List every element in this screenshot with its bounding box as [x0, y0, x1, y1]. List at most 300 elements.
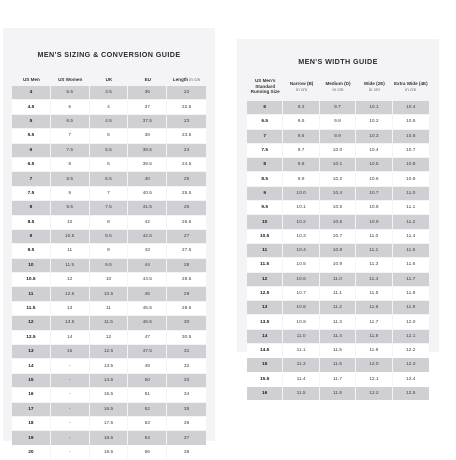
table-cell: 10.9 [283, 315, 319, 328]
col-header-narrow: Narrow (B) in cm [289, 81, 314, 92]
table-cell: 44.5 [128, 273, 167, 286]
table-cell: 11.4 [393, 230, 429, 243]
col-header-standard-size: US Men's Standard Running Size [250, 78, 280, 95]
table-cell: - [51, 374, 90, 387]
table-cell: 10 [51, 216, 90, 229]
table-cell: 12.1 [393, 330, 429, 343]
table-row [12, 115, 206, 128]
table-cell: 6 [12, 144, 51, 157]
table-cell: 11.6 [393, 258, 429, 271]
table-row [247, 273, 429, 286]
table-cell: 40 [128, 172, 167, 185]
table-cell: 38.5 [128, 144, 167, 157]
table-row [247, 330, 429, 343]
table-cell: 3.5 [90, 86, 129, 99]
table-cell: 16.5 [90, 403, 129, 416]
table-cell: 5.5 [51, 86, 90, 99]
table-cell: 12.5 [90, 345, 129, 358]
table-cell: 11 [247, 244, 283, 257]
table-cell: 28 [167, 259, 206, 272]
table-cell: 7.5 [12, 187, 51, 200]
table-cell: 10.1 [356, 101, 392, 114]
table-cell: 37 [167, 431, 206, 444]
table-cell: 52 [128, 403, 167, 416]
table-cell: 9.3 [283, 101, 319, 114]
table-cell: 37 [128, 100, 167, 113]
table-cell: 11.0 [356, 230, 392, 243]
table-cell: 11.5 [393, 244, 429, 257]
table-cell: 7 [12, 172, 51, 185]
table-cell: 8.5 [51, 172, 90, 185]
width-guide-card [237, 39, 439, 397]
table-row [12, 230, 206, 243]
table-cell: 8.5 [90, 230, 129, 243]
table-cell: 10.8 [356, 201, 392, 214]
table-cell: 10.5 [393, 115, 429, 128]
table-row [12, 388, 206, 401]
table-row [12, 273, 206, 286]
table-cell: 12.5 [393, 387, 429, 400]
table-row [12, 244, 206, 257]
col-header-eu: EU [144, 76, 151, 82]
table-row [12, 403, 206, 416]
table-cell: 29 [167, 287, 206, 300]
table-cell: 10.5 [320, 201, 356, 214]
table-cell: 11.9 [356, 344, 392, 357]
table-cell: 11.5 [90, 316, 129, 329]
table-row [12, 316, 206, 329]
table-cell: 9 [12, 230, 51, 243]
table-cell: 10.4 [393, 101, 429, 114]
table-cell: 11.7 [393, 273, 429, 286]
table-cell: 44 [128, 259, 167, 272]
table-cell: 10.0 [320, 144, 356, 157]
table-cell: 7.5 [247, 144, 283, 157]
table-row [247, 344, 429, 357]
table-cell: 9.5 [283, 115, 319, 128]
table-cell: 10.1 [320, 158, 356, 171]
table-cell: 19.5 [90, 446, 129, 459]
table-cell: 38 [167, 446, 206, 459]
table-cell: 25.5 [167, 187, 206, 200]
table-cell: 28.5 [167, 273, 206, 286]
table-cell: 11.9 [393, 301, 429, 314]
table-cell: 56 [128, 446, 167, 459]
table-cell: 12 [51, 273, 90, 286]
col-header-us-women: US Women [58, 76, 83, 82]
table-cell: 12.4 [393, 373, 429, 386]
table-row [247, 115, 429, 128]
table-cell: 11.2 [393, 215, 429, 228]
table-cell: 15.5 [247, 373, 283, 386]
table-cell: 11.6 [356, 301, 392, 314]
table-cell: - [51, 431, 90, 444]
table-cell: 11.3 [356, 258, 392, 271]
table-row [12, 201, 206, 214]
table-cell: 10.4 [356, 144, 392, 157]
table-cell: 17 [12, 403, 51, 416]
table-row [247, 358, 429, 371]
table-row [247, 172, 429, 185]
table-cell: 14 [12, 359, 51, 372]
table-cell: 4.5 [12, 100, 51, 113]
table-cell: 26 [167, 201, 206, 214]
table-cell: 13 [51, 302, 90, 315]
table-cell: 41.5 [128, 201, 167, 214]
table-row [12, 216, 206, 229]
table-cell: 42 [128, 216, 167, 229]
table-cell: 24.5 [167, 158, 206, 171]
table-cell: 27.5 [167, 244, 206, 257]
table-row [247, 244, 429, 257]
table-cell: 11.5 [247, 258, 283, 271]
table-cell: 11 [90, 302, 129, 315]
table-cell: 10.9 [393, 172, 429, 185]
table-row [12, 417, 206, 430]
table-cell: 11.4 [283, 373, 319, 386]
table-cell: 47 [128, 331, 167, 344]
table-cell: 11.2 [320, 301, 356, 314]
table-cell: 11.1 [356, 244, 392, 257]
table-cell: 11.5 [356, 287, 392, 300]
table-cell: 43 [128, 244, 167, 257]
table-cell: 10.9 [356, 215, 392, 228]
table-cell: 11.6 [320, 358, 356, 371]
table-cell: 54 [128, 431, 167, 444]
table-cell: 11.5 [51, 259, 90, 272]
table-cell: 13 [247, 301, 283, 314]
table-cell: 11.1 [393, 201, 429, 214]
table-cell: 42.5 [128, 230, 167, 243]
table-cell: 30.5 [167, 331, 206, 344]
table-cell: 23.5 [167, 129, 206, 142]
table-cell: 7.5 [90, 201, 129, 214]
table-cell: 9.5 [12, 244, 51, 257]
table-row [247, 187, 429, 200]
table-cell: 6.5 [247, 115, 283, 128]
table-cell: 14.5 [247, 344, 283, 357]
table-cell: 11.5 [320, 344, 356, 357]
table-cell: 9 [51, 187, 90, 200]
table-cell: 38 [128, 129, 167, 142]
table-cell: 14 [51, 331, 90, 344]
table-cell: - [51, 446, 90, 459]
table-cell: 12.3 [393, 358, 429, 371]
table-cell: 37.5 [128, 115, 167, 128]
table-cell: 17.5 [90, 417, 129, 430]
table-cell: 30 [167, 316, 206, 329]
table-cell: 10 [12, 259, 51, 272]
table-cell: 36 [128, 86, 167, 99]
table-cell: 11.0 [393, 187, 429, 200]
table-cell: 20 [12, 446, 51, 459]
table-cell: 10.5 [283, 258, 319, 271]
table-cell: 6 [51, 100, 90, 113]
table-cell: 32 [167, 359, 206, 372]
width-table [247, 72, 429, 401]
table-row [12, 129, 206, 142]
table-row [12, 144, 206, 157]
table-cell: 13.5 [90, 359, 129, 372]
table-cell: 50 [128, 374, 167, 387]
table-cell: 10 [247, 215, 283, 228]
table-row [12, 359, 206, 372]
table-cell: 10.7 [320, 230, 356, 243]
table-cell: 34 [167, 388, 206, 401]
table-row [247, 373, 429, 386]
table-cell: 14.5 [90, 374, 129, 387]
table-cell: 18.5 [90, 431, 129, 444]
table-cell: 53 [128, 417, 167, 430]
table-cell: 10.6 [393, 130, 429, 143]
table-cell: 15 [51, 345, 90, 358]
table-cell: 10.4 [320, 187, 356, 200]
table-cell: 13.5 [51, 316, 90, 329]
table-row [12, 187, 206, 200]
table-cell: 11.0 [320, 273, 356, 286]
width-guide-title: MEN'S WIDTH GUIDE [298, 57, 378, 66]
table-cell: 11.7 [320, 373, 356, 386]
col-header-uk: UK [105, 76, 113, 82]
table-cell: 11.3 [320, 315, 356, 328]
table-cell: 4 [90, 100, 129, 113]
table-cell: 6.5 [12, 158, 51, 171]
width-header-row [247, 73, 429, 100]
table-cell: 9.5 [247, 201, 283, 214]
table-row [12, 446, 206, 459]
table-cell: 9 [247, 187, 283, 200]
table-cell: 9.5 [51, 201, 90, 214]
table-cell: 46.5 [128, 316, 167, 329]
table-cell: 11.0 [283, 330, 319, 343]
table-cell: 9.5 [90, 259, 129, 272]
table-cell: 5 [12, 115, 51, 128]
table-cell: 12.2 [356, 387, 392, 400]
table-cell: 9.9 [320, 130, 356, 143]
table-row [247, 144, 429, 157]
table-row [12, 86, 206, 99]
table-cell: 27 [167, 230, 206, 243]
table-cell: 47.5 [128, 345, 167, 358]
table-row [247, 230, 429, 243]
table-row [12, 431, 206, 444]
table-cell: 51 [128, 388, 167, 401]
table-cell: 6.5 [90, 172, 129, 185]
table-cell: 10.3 [356, 130, 392, 143]
table-row [247, 287, 429, 300]
table-cell: 11.3 [283, 358, 319, 371]
col-header-medium: Medium (D) in cm [325, 81, 351, 92]
table-cell: 12.0 [393, 315, 429, 328]
table-cell: 11.5 [283, 387, 319, 400]
table-row [12, 100, 206, 113]
table-cell: 11 [12, 287, 51, 300]
table-cell: 8 [51, 158, 90, 171]
table-cell: 10.5 [247, 230, 283, 243]
table-row [247, 158, 429, 171]
table-cell: 12.0 [356, 358, 392, 371]
table-cell: 22 [167, 86, 206, 99]
table-cell: 7 [51, 129, 90, 142]
table-row [247, 301, 429, 314]
table-cell: 11.1 [320, 287, 356, 300]
col-header-wide: Wide (2E) in cm [363, 81, 385, 92]
table-cell: 11.5 [12, 302, 51, 315]
sizing-guide-title: MEN'S SIZING & CONVERSION GUIDE [37, 50, 181, 59]
col-header-extra-wide: Extra Wide (4E) in cm [393, 81, 428, 92]
table-cell: 10 [90, 273, 129, 286]
table-cell: 8 [12, 201, 51, 214]
table-cell: 35 [167, 403, 206, 416]
table-cell: 11.4 [320, 330, 356, 343]
table-cell: 22.5 [167, 100, 206, 113]
table-cell: 10.6 [356, 172, 392, 185]
table-cell: 10.2 [283, 215, 319, 228]
table-cell: 36 [167, 417, 206, 430]
table-cell: 7 [90, 187, 129, 200]
table-cell: 10.3 [283, 230, 319, 243]
table-row [12, 158, 206, 171]
table-row [12, 331, 206, 344]
table-cell: 10.8 [393, 158, 429, 171]
table-cell: 10.4 [283, 244, 319, 257]
table-cell: 9.7 [283, 144, 319, 157]
table-cell: 10.9 [320, 258, 356, 271]
table-cell: 33 [167, 374, 206, 387]
table-cell: 6.5 [51, 115, 90, 128]
sizing-conversion-guide-card [3, 28, 215, 455]
table-cell: 45.5 [128, 302, 167, 315]
table-row [12, 345, 206, 358]
table-cell: 10.7 [393, 144, 429, 157]
table-cell: 8 [247, 158, 283, 171]
table-row [247, 387, 429, 400]
sizing-table [12, 73, 206, 460]
table-cell: 7.5 [51, 144, 90, 157]
table-cell: 9 [90, 244, 129, 257]
table-cell: 25 [167, 172, 206, 185]
table-cell: 49 [128, 359, 167, 372]
table-cell: 11.8 [356, 330, 392, 343]
table-cell: - [51, 359, 90, 372]
table-cell: 10.5 [12, 273, 51, 286]
col-header-length: Length in cm [172, 76, 201, 82]
table-cell: 10.6 [320, 215, 356, 228]
table-row [12, 259, 206, 272]
table-cell: 5.5 [90, 144, 129, 157]
table-cell: 12 [90, 331, 129, 344]
table-row [12, 374, 206, 387]
table-cell: 11.8 [320, 387, 356, 400]
table-cell: 13.5 [247, 315, 283, 328]
table-cell: 10.6 [283, 273, 319, 286]
table-cell: 19 [12, 431, 51, 444]
table-cell: 12.5 [12, 331, 51, 344]
table-cell: 6 [247, 101, 283, 114]
table-cell: 10.5 [90, 287, 129, 300]
table-row [247, 130, 429, 143]
table-cell: 11.7 [356, 315, 392, 328]
table-row [247, 201, 429, 214]
table-cell: 5 [90, 129, 129, 142]
table-cell: 10.8 [283, 301, 319, 314]
table-row [12, 287, 206, 300]
table-cell: 31 [167, 345, 206, 358]
table-cell: 4.5 [90, 115, 129, 128]
table-cell: 11.4 [356, 273, 392, 286]
table-cell: 11.1 [283, 344, 319, 357]
table-cell: - [51, 388, 90, 401]
table-row [247, 101, 429, 114]
table-cell: 10.2 [320, 172, 356, 185]
table-cell: 45 [128, 287, 167, 300]
table-cell: 14 [247, 330, 283, 343]
table-cell: 23 [167, 115, 206, 128]
table-cell: 8.5 [12, 216, 51, 229]
table-cell: 15.5 [90, 388, 129, 401]
table-cell: 12.5 [247, 287, 283, 300]
table-cell: 10.2 [356, 115, 392, 128]
table-cell: 12 [12, 316, 51, 329]
table-cell: 16 [12, 388, 51, 401]
table-cell: 9.6 [283, 130, 319, 143]
table-cell: 10.1 [283, 201, 319, 214]
table-row [12, 172, 206, 185]
table-cell: 11 [51, 244, 90, 257]
table-row [247, 258, 429, 271]
table-cell: 13 [12, 345, 51, 358]
table-cell: 40.5 [128, 187, 167, 200]
table-cell: 26.5 [167, 216, 206, 229]
table-cell: 12 [247, 273, 283, 286]
table-cell: 7 [247, 130, 283, 143]
table-cell: 10.7 [283, 287, 319, 300]
table-cell: 12.2 [393, 344, 429, 357]
table-cell: 9.8 [283, 158, 319, 171]
table-cell: 12.5 [51, 287, 90, 300]
table-cell: 10.5 [51, 230, 90, 243]
table-cell: 15 [12, 374, 51, 387]
table-cell: 8 [90, 216, 129, 229]
table-cell: 12.1 [356, 373, 392, 386]
table-row [12, 302, 206, 315]
table-cell: 4 [12, 86, 51, 99]
table-cell: 10.7 [356, 187, 392, 200]
table-cell: 18 [12, 417, 51, 430]
table-cell: - [51, 403, 90, 416]
table-cell: - [51, 417, 90, 430]
table-cell: 10.0 [283, 187, 319, 200]
table-cell: 24 [167, 144, 206, 157]
sizing-header-row [12, 74, 206, 85]
table-cell: 5.5 [12, 129, 51, 142]
table-cell: 9.7 [320, 101, 356, 114]
table-cell: 9.9 [283, 172, 319, 185]
col-header-us-men: US Men [22, 76, 40, 82]
table-cell: 16 [247, 387, 283, 400]
table-cell: 39.5 [128, 158, 167, 171]
table-cell: 10.8 [320, 244, 356, 257]
table-cell: 15 [247, 358, 283, 371]
table-cell: 9.8 [320, 115, 356, 128]
table-cell: 10.5 [356, 158, 392, 171]
table-cell: 6 [90, 158, 129, 171]
table-cell: 8.5 [247, 172, 283, 185]
table-cell: 11.8 [393, 287, 429, 300]
table-cell: 29.5 [167, 302, 206, 315]
table-row [247, 215, 429, 228]
table-row [247, 315, 429, 328]
